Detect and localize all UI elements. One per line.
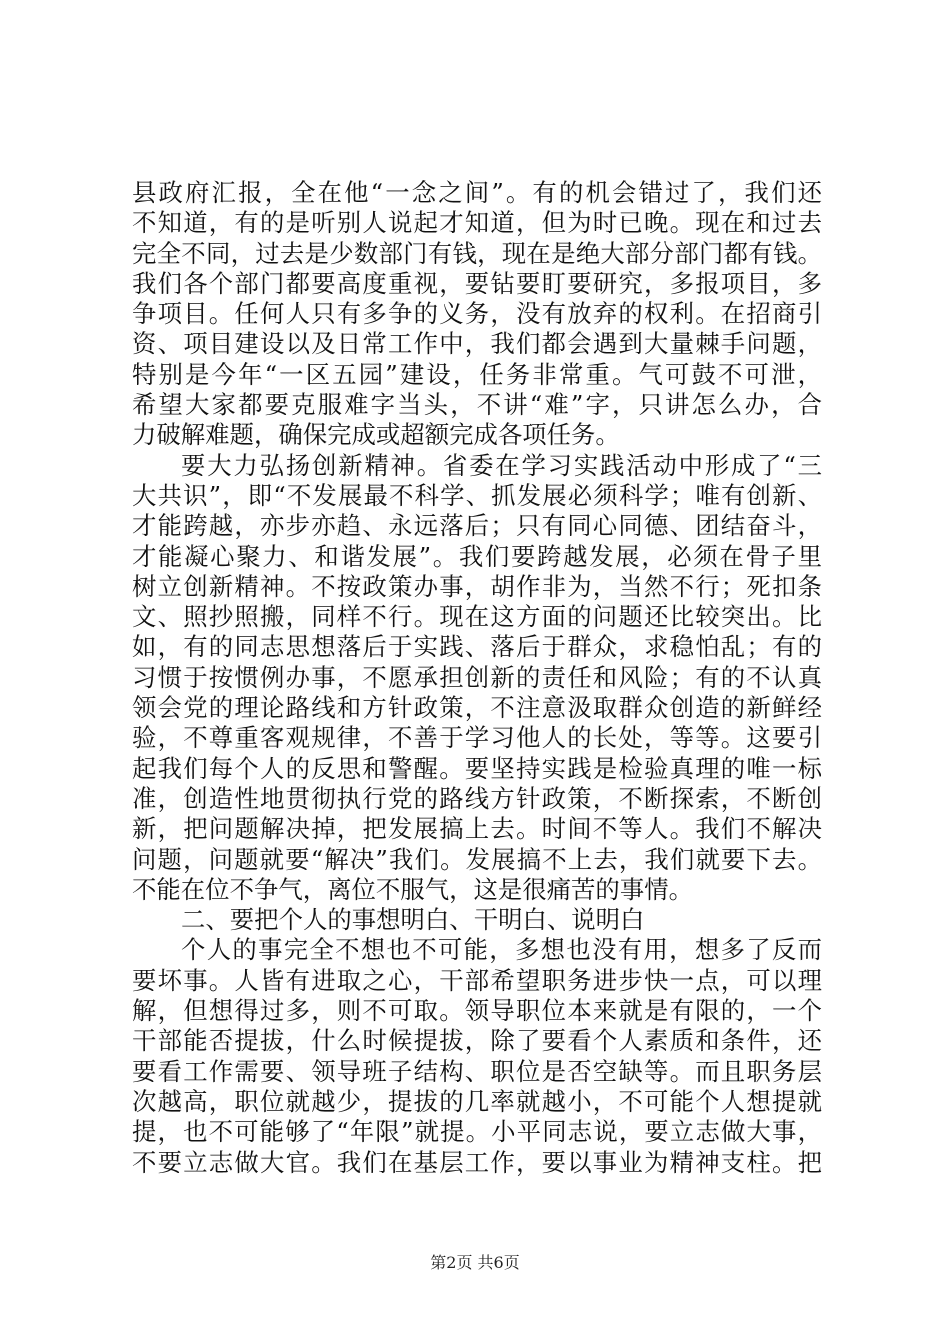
text-line: 起我们每个人的反思和警醒。要坚持实践是检验真理的唯一标 (132, 753, 822, 783)
text-line: 文、照抄照搬，同样不行。现在这方面的问题还比较突出。比 (132, 602, 822, 632)
text-line: 要看工作需要、领导班子结构、职位是否空缺等。而且职务层 (132, 1056, 822, 1086)
text-line: 树立创新精神。不按政策办事，胡作非为，当然不行；死扣条 (132, 571, 822, 601)
text-line: 争项目。任何人只有多争的义务，没有放弃的权利。在招商引 (132, 299, 822, 329)
text-line: 我们各个部门都要高度重视，要钻要盯要研究，多报项目，多 (132, 268, 822, 298)
text-line: 如，有的同志思想落后于实践、落后于群众，求稳怕乱；有的 (132, 632, 822, 662)
text-line: 力破解难题，确保完成或超额完成各项任务。 (132, 420, 620, 450)
text-line: 特别是今年“一区五园”建设，任务非常重。气可鼓不可泄， (132, 359, 822, 389)
text-line: 不要立志做大官。我们在基层工作，要以事业为精神支柱。把 (132, 1147, 822, 1177)
text-line: 县政府汇报，全在他“一念之间”。有的机会错过了，我们还 (132, 178, 822, 207)
text-line: 干部能否提拔，什么时候提拔，除了要看个人素质和条件，还 (132, 1026, 822, 1056)
text-line: 准，创造性地贯彻执行党的路线方针政策，不断探索，不断创 (132, 783, 822, 813)
text-line: 大共识”，即“不发展最不科学、抓发展必须科学；唯有创新、 (132, 480, 822, 510)
text-line: 希望大家都要克服难字当头，不讲“难”字，只讲怎么办，合 (132, 390, 822, 420)
text-line: 不知道，有的是听别人说起才知道，但为时已晚。现在和过去 (132, 208, 822, 238)
page-footer: 第2页 共6页 (430, 1253, 520, 1272)
text-line: 验，不尊重客观规律，不善于学习他人的长处，等等。这要引 (132, 723, 822, 753)
text-line: 个人的事完全不想也不可能，多想也没有用，想多了反而 (181, 935, 822, 965)
text-line: 资、项目建设以及日常工作中，我们都会遇到大量棘手问题， (132, 329, 822, 359)
text-line: 解，但想得过多，则不可取。领导职位本来就是有限的，一个 (132, 996, 822, 1026)
text-line: 新，把问题解决掉，把发展搞上去。时间不等人。我们不解决 (132, 814, 822, 844)
text-line: 才能跨越，亦步亦趋、永远落后；只有同心同德、团结奋斗， (132, 511, 822, 541)
text-line: 不能在位不争气，离位不服气，这是很痛苦的事情。 (132, 874, 693, 904)
text-line: 二、要把个人的事想明白、干明白、说明白 (181, 905, 645, 935)
text-line: 完全不同，过去是少数部门有钱，现在是绝大部分部门都有钱。 (132, 238, 822, 268)
text-line: 次越高，职位就越少，提拔的几率就越小，不可能个人想提就 (132, 1086, 822, 1116)
text-line: 习惯于按惯例办事，不愿承担创新的责任和风险；有的不认真 (132, 662, 822, 692)
text-line: 才能凝心聚力、和谐发展”。我们要跨越发展，必须在骨子里 (132, 541, 822, 571)
text-line: 要大力弘扬创新精神。省委在学习实践活动中形成了“三 (181, 450, 822, 480)
text-line: 问题，问题就要“解决”我们。发展搞不上去，我们就要下去。 (132, 844, 822, 874)
document-body (132, 178, 822, 1178)
text-line: 要坏事。人皆有进取之心，干部希望职务进步快一点，可以理 (132, 965, 822, 995)
text-line: 领会党的理论路线和方针政策，不注意汲取群众创造的新鲜经 (132, 693, 822, 723)
text-line: 提，也不可能够了“年限”就提。小平同志说，要立志做大事， (132, 1117, 822, 1147)
